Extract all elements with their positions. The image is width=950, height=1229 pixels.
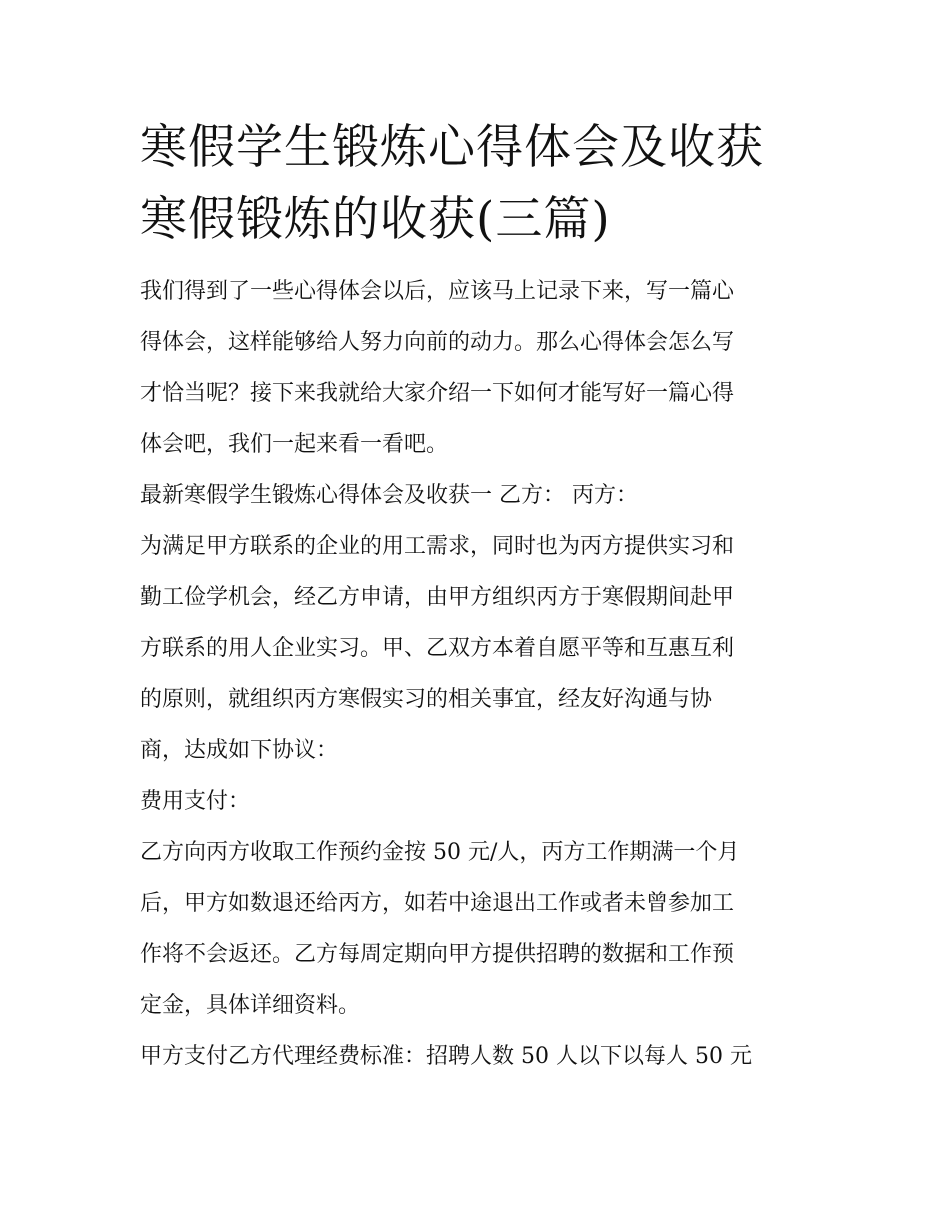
- text-line: 方联系的用人企业实习。甲、乙双方本着自愿平等和互惠互利: [140, 636, 735, 661]
- text-line: 最新寒假学生锻炼心得体会及收获一 乙方： 丙方：: [140, 483, 638, 508]
- fee-paragraph: [140, 827, 812, 1031]
- text-line: 定金，具体详细资料。: [140, 993, 361, 1018]
- text-line: 勤工俭学机会，经乙方申请，由甲方组织丙方于寒假期间赴甲: [140, 585, 735, 610]
- text-line: 得体会，这样能够给人努力向前的动力。那么心得体会怎么写: [140, 330, 735, 355]
- text-line: 才恰当呢？接下来我就给大家介绍一下如何才能写好一篇心得: [140, 381, 735, 406]
- title-line: 寒假锻炼的收获(三篇): [140, 192, 611, 247]
- text-line: 乙方向丙方收取工作预约金按 50 元/人，丙方工作期满一个月: [140, 840, 740, 865]
- fee-heading: [140, 776, 812, 827]
- text-line: 商，达成如下协议：: [140, 738, 339, 763]
- document-page: [140, 112, 812, 1082]
- text-line: 的原则，就组织丙方寒假实习的相关事宜，经友好沟通与协: [140, 687, 713, 712]
- document-title: [140, 112, 812, 256]
- text-line: 费用支付：: [140, 789, 251, 814]
- intro-paragraph: [140, 266, 812, 470]
- text-line: 后，甲方如数退还给丙方，如若中途退出工作或者未曾参加工: [140, 891, 735, 916]
- text-line: 甲方支付乙方代理经费标准：招聘人数 50 人以下以每人 50 元: [140, 1044, 752, 1069]
- text-line: 作将不会返还。乙方每周定期向甲方提供招聘的数据和工作预: [140, 942, 735, 967]
- agreement-paragraph: [140, 521, 812, 776]
- text-line: 为满足甲方联系的企业的用工需求，同时也为丙方提供实习和: [140, 534, 735, 559]
- section-heading: [140, 470, 812, 521]
- title-line: 寒假学生锻炼心得体会及收获: [140, 120, 764, 175]
- fee-standard-paragraph: [140, 1031, 812, 1082]
- text-line: 我们得到了一些心得体会以后，应该马上记录下来，写一篇心: [140, 279, 735, 304]
- text-line: 体会吧，我们一起来看一看吧。: [140, 432, 449, 457]
